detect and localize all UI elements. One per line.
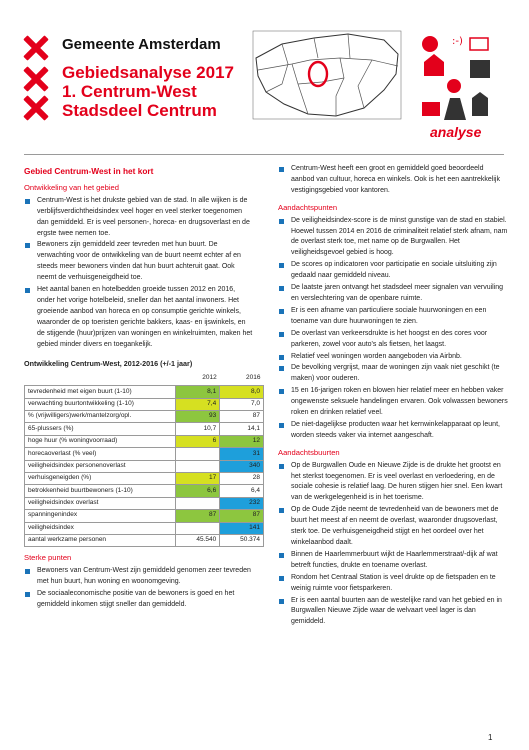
value-2012: 8,1	[176, 386, 220, 398]
right-column	[278, 164, 508, 629]
table-header: 2012	[202, 374, 217, 382]
row-label: veiligheidsindex	[25, 522, 176, 534]
analyse-badge: analyse	[430, 124, 482, 140]
amsterdam-cross-icon	[24, 36, 48, 60]
row-label: veiligheidsindex personenoverlast	[25, 460, 176, 472]
value-2016: 8,0	[220, 386, 264, 398]
report-title: Gebiedsanalyse 2017	[62, 63, 235, 82]
subsection-title: Sterke punten	[24, 553, 72, 563]
table-row	[25, 473, 264, 485]
page-number: 1	[488, 733, 493, 742]
value-2016: 12	[220, 435, 264, 447]
list-item: Er is een aantal buurten aan de westelijke rand van het gebied en in Burgwallen Nieuwe Zijde waar de welvaart veel lager is dan gemiddeld.	[278, 596, 508, 629]
left-column	[24, 164, 261, 612]
subsection-title: Ontwikkeling van het gebied	[24, 182, 119, 192]
intro-list	[278, 164, 508, 197]
development-table	[24, 372, 264, 547]
table-title: Ontwikkeling Centrum-West, 2012-2016 (+/-1 jaar)	[24, 358, 193, 368]
table-row	[25, 411, 264, 423]
development-list	[24, 196, 254, 351]
table-row	[25, 435, 264, 447]
list-item: Op de Oude Zijde neemt de tevredenheid van de bewoners met de buurt het meest af en neemt de overlast, waaronder drugsoverlast, sterk toe. De verhuisgeneigdheid stijgt en het oordeel over het winkelaanbod daalt.	[278, 505, 508, 549]
table-row	[25, 423, 264, 435]
row-label: verhuisgeneigden (%)	[25, 473, 176, 485]
subsection-title: Aandachtsbuurten	[278, 447, 340, 457]
list-item: Relatief veel woningen worden aangeboden via Airbnb.	[278, 352, 508, 363]
value-2012: 10,7	[176, 423, 220, 435]
value-2016: 87	[220, 510, 264, 522]
value-2016: 31	[220, 448, 264, 460]
value-2012: 17	[176, 473, 220, 485]
list-item: Rondom het Centraal Station is veel drukte op de fietspaden en te weinig ruimte voor fietsparkeren.	[278, 573, 508, 595]
value-2016: 14,1	[220, 423, 264, 435]
value-2016: 340	[220, 460, 264, 472]
list-item: De overlast van verkeersdrukte is het hoogst en des cores voor parkeren, zowel voor auto's als fietsen, het laagst.	[278, 329, 508, 351]
value-2016: 87	[220, 411, 264, 423]
list-item: Bewoners van Centrum-West zijn gemiddeld genomen zeer tevreden met hun buurt, hun woning en woonomgeving.	[24, 566, 254, 588]
table-row	[25, 497, 264, 509]
table-header: 2016	[246, 374, 261, 382]
list-item: De sociaaleconomische positie van de bewoners is goed en het gemiddeld inkomen stijgt sneller dan gemiddeld.	[24, 589, 254, 611]
table-row	[25, 522, 264, 534]
value-2012: 93	[176, 411, 220, 423]
list-item: 15 en 16-jarigen roken en blowen hier relatief meer en hebben vaker ongewenste seksuele handelingen ervaren. Ook volwassen bewoners roken en drinken relatief veel.	[278, 386, 508, 419]
list-item: De scores op indicatoren voor participatie en sociale uitsluiting zijn gedaald naar gemiddeld niveau.	[278, 260, 508, 282]
row-label: veiligheidsindex overlast	[25, 497, 176, 509]
subsection-title: Aandachtspunten	[278, 202, 338, 212]
header-divider	[24, 154, 504, 155]
table-row	[25, 398, 264, 410]
value-2016: 50.374	[220, 535, 264, 547]
value-2012	[176, 448, 220, 460]
report-district: Stadsdeel Centrum	[62, 101, 217, 120]
district-map	[252, 30, 402, 120]
table-row	[25, 510, 264, 522]
row-label: horecaoverlast (% veel)	[25, 448, 176, 460]
list-item: Het aantal banen en hotelbedden groeide tussen 2012 en 2016, onder het vorige hotelbeleid, sneller dan het aantal inwoners. Het groeiende aanbod van horeca en op consumptie gerichte winkels, waaronder de op toeristen gerichte bakkers, kaas- en ijswinkels, en de stijgende (huur)prijzen van woningen en winkelruimten, maken het gebied minder divers en toegankelijk.	[24, 285, 254, 350]
list-item: Centrum-West heeft een groot en gemiddeld goed beoordeeld aanbod van cultuur, horeca en winkels. Ook is het een aantrekkelijk vestigingsgebied voor kantoren.	[278, 164, 508, 197]
row-label: spanningenindex	[25, 510, 176, 522]
row-label: verwachting buurtontwikkeling (1-10)	[25, 398, 176, 410]
row-label: hoge huur (% woningvoorraad)	[25, 435, 176, 447]
table-row	[25, 460, 264, 472]
table-row	[25, 448, 264, 460]
table-row	[25, 535, 264, 547]
list-item: De veiligheidsindex-score is de minst gunstige van de stad en stabiel. Hoewel tussen 2014 en 2016 de criminaliteit relatief sterk afnam, nam de overlast sterk toe, met name op de Burgwallen. Het veiligheidsgevoel gebied is hoog.	[278, 216, 508, 260]
row-label: % (vrijwilligers)werk/mantelzorg/opl.	[25, 411, 176, 423]
list-item: Centrum-West is het drukste gebied van de stad. In alle wijken is de verblijfsverdichtheidsindex veel hoger en veel sterker toegenomen dan gemiddeld. Er is veel personen-, horeca- en drugsoverlast en de ergste twee nemen toe.	[24, 196, 254, 240]
focus-areas-list	[278, 461, 508, 629]
page-header	[0, 0, 529, 152]
svg-text::-): :-)	[452, 36, 463, 47]
analyse-illustration	[414, 28, 496, 136]
value-2012: 87	[176, 510, 220, 522]
table-row	[25, 386, 264, 398]
value-2016: 6,4	[220, 485, 264, 497]
list-item: Bewoners zijn gemiddeld zeer tevreden met hun buurt. De verwachting voor de ontwikkeling van de buurt neemt echter af en steeds meer bewoners vinden dat hun buurt achteruit gaat. Ook neemt de verhuisgeneigdheid toe.	[24, 240, 254, 284]
organisation-name: Gemeente Amsterdam	[62, 36, 221, 53]
table-row	[25, 485, 264, 497]
value-2016: 141	[220, 522, 264, 534]
amsterdam-cross-icon	[24, 96, 48, 120]
value-2016: 232	[220, 497, 264, 509]
row-label: tevredenheid met eigen buurt (1-10)	[25, 386, 176, 398]
list-item: De laatste jaren ontvangt het stadsdeel meer signalen van vervuiling en verslechtering van de openbare ruimte.	[278, 283, 508, 305]
strong-points-list	[24, 566, 254, 611]
list-item: Er is een afname van particuliere sociale huurwoningen en een toename van dure huurwoningen te zien.	[278, 306, 508, 328]
row-label: betrokkenheid buurtbewoners (1-10)	[25, 485, 176, 497]
list-item: Op de Burgwallen Oude en Nieuwe Zijde is de drukte het grootst en het sterkst toegenomen. Er is veel overlast en verloedering, en de sociale cohesie is relatief laag. De huren stijgen hier snel. Een kwart van de werkgelegenheid is in het toerisme.	[278, 461, 508, 505]
value-2012	[176, 522, 220, 534]
value-2012	[176, 497, 220, 509]
value-2012: 45.540	[176, 535, 220, 547]
row-label: aantal werkzame personen	[25, 535, 176, 547]
table-header	[25, 372, 176, 385]
list-item: De bevolking vergrijst, maar de woningen zijn vaak niet geschikt (te maken) voor ouderen.	[278, 363, 508, 385]
value-2012: 6,6	[176, 485, 220, 497]
value-2012: 7,4	[176, 398, 220, 410]
list-item: De niet-dagelijkse producten waar het kernwinkelapparaat op leunt, worden steeds vaker via internet aangeschaft.	[278, 420, 508, 442]
value-2012: 6	[176, 435, 220, 447]
report-area: 1. Centrum-West	[62, 82, 197, 101]
section-title: Gebied Centrum-West in het kort	[24, 166, 154, 176]
attention-list	[278, 216, 508, 442]
list-item: Binnen de Haarlemmerbuurt wijkt de Haarlemmerstraat/-dijk af wat betreft functies, drukte en toename overlast.	[278, 550, 508, 572]
value-2016: 28	[220, 473, 264, 485]
amsterdam-cross-icon	[24, 67, 48, 91]
value-2012	[176, 460, 220, 472]
row-label: 65-plussers (%)	[25, 423, 176, 435]
value-2016: 7,0	[220, 398, 264, 410]
